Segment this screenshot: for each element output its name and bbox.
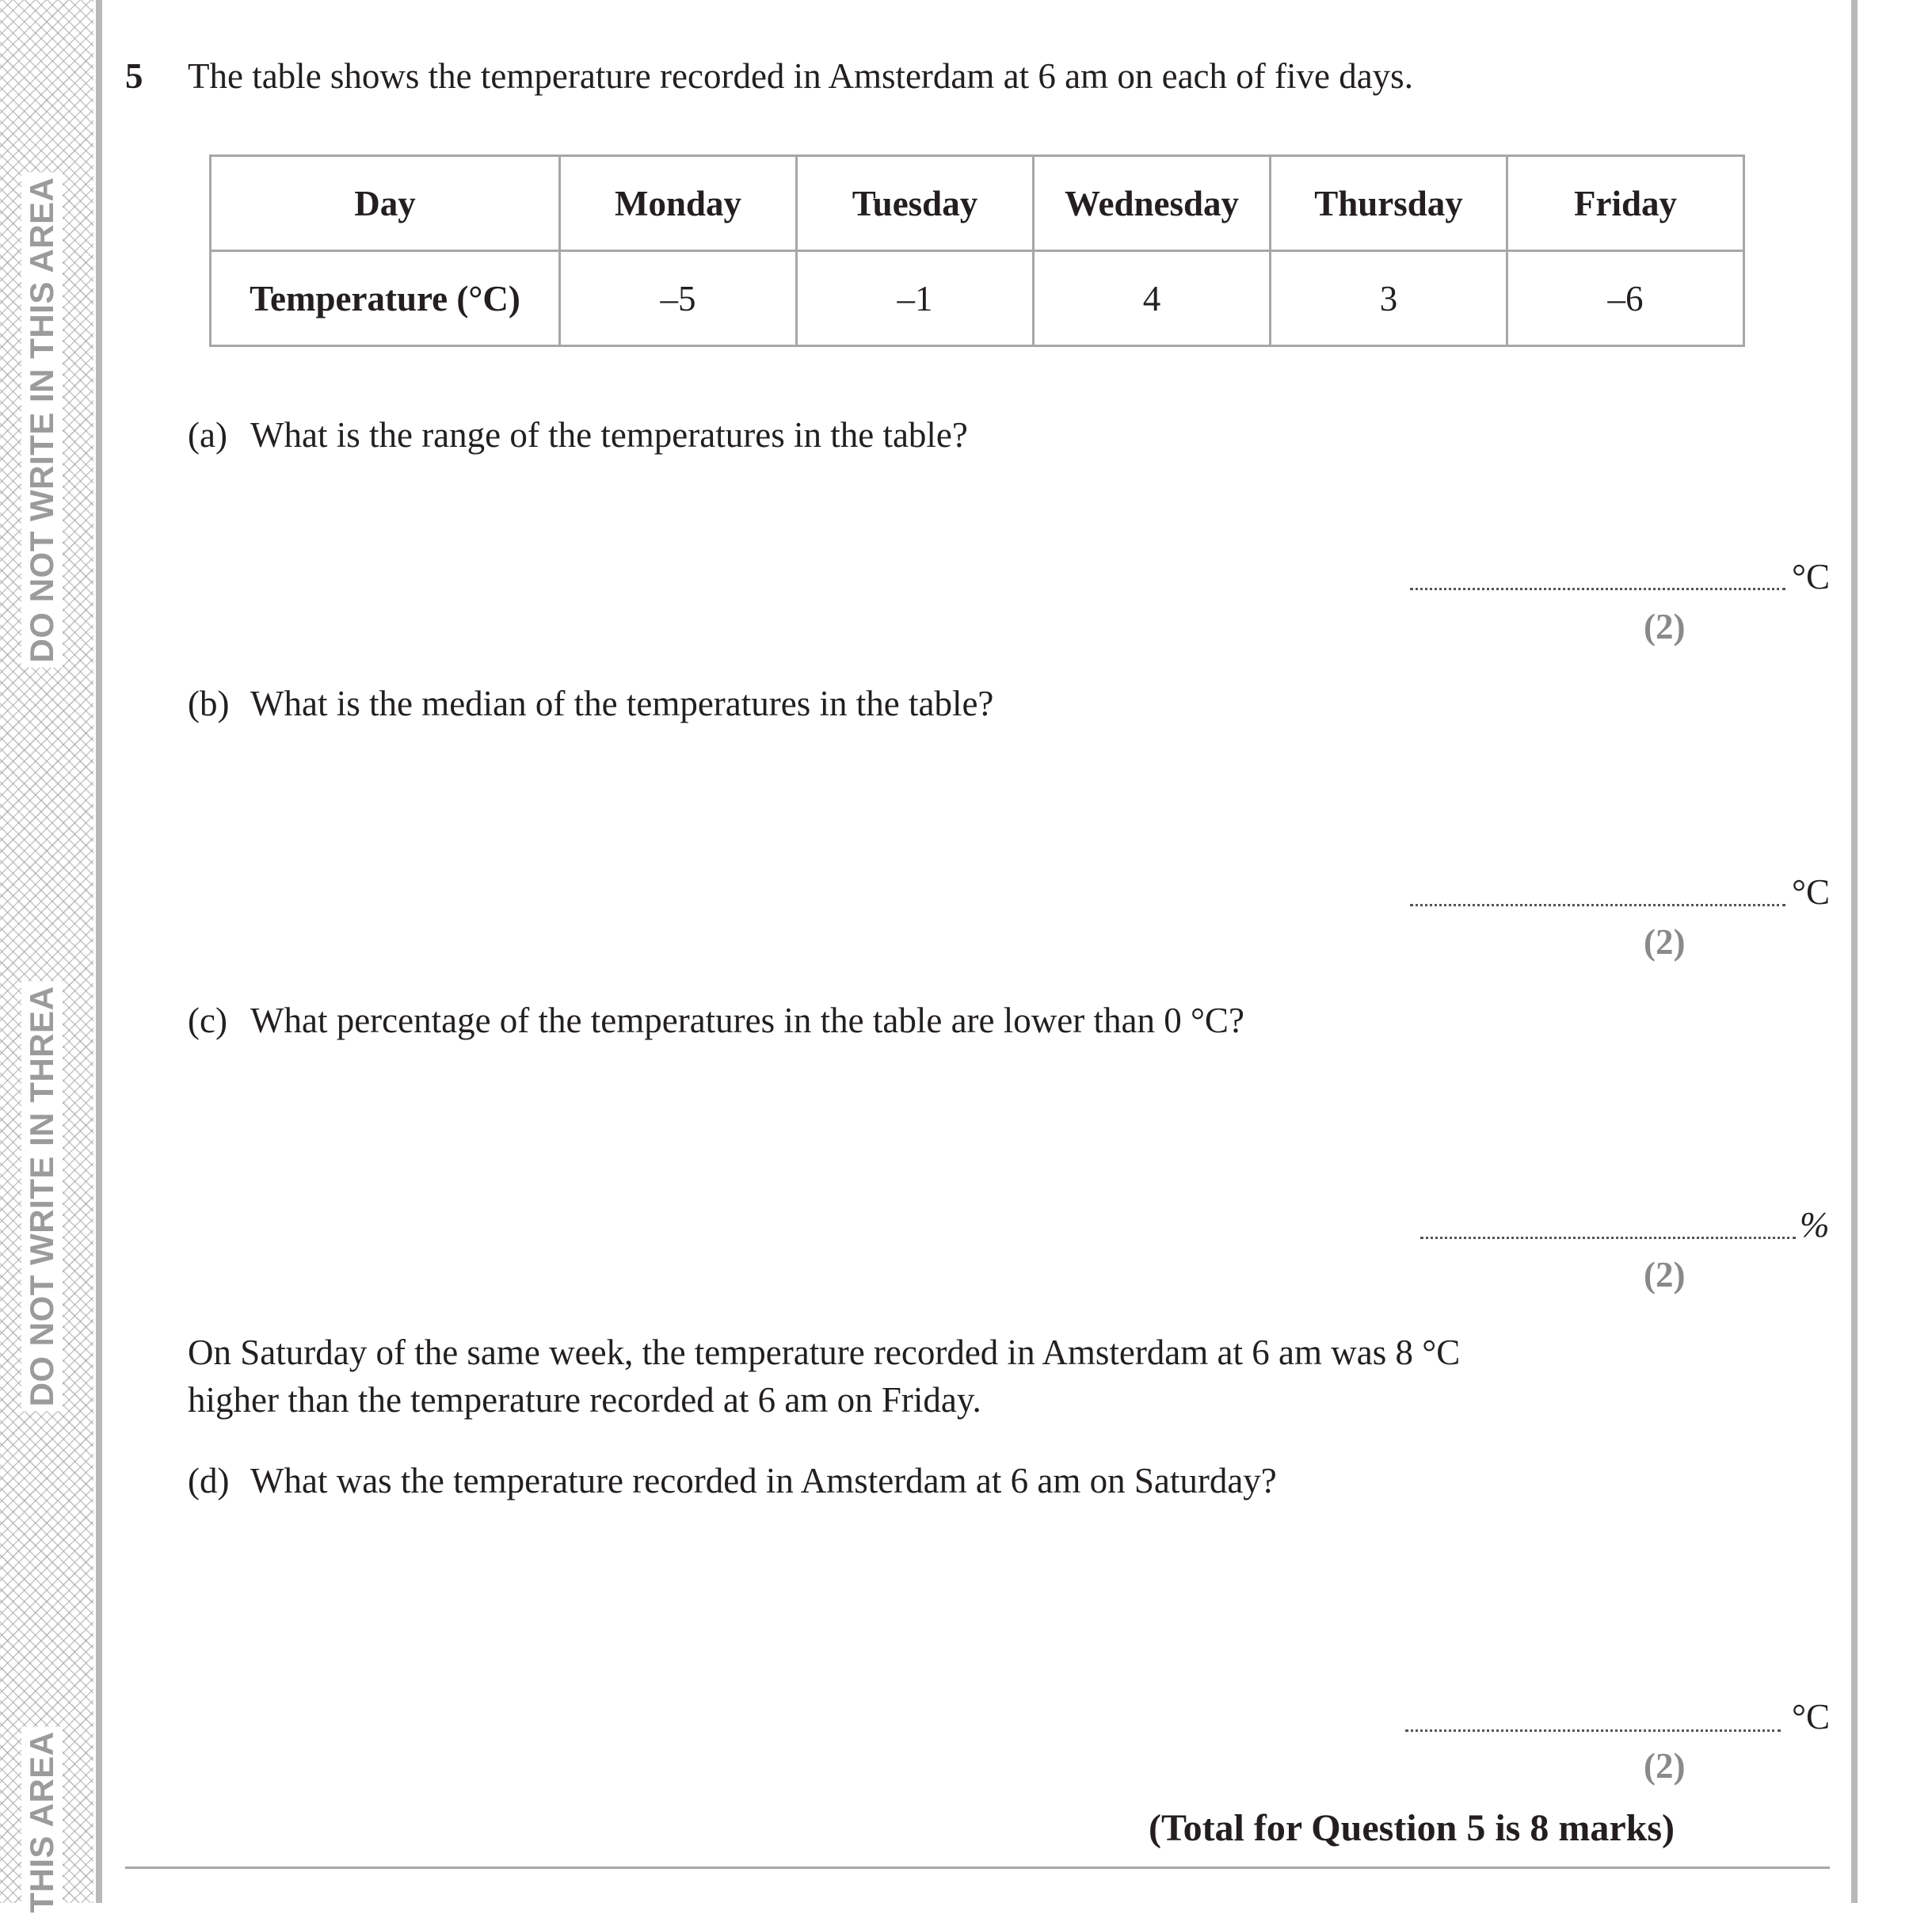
part-a-answer-line[interactable] [1410, 588, 1785, 590]
part-c-question: What percentage of the temperatures in the table are lower than 0 °C? [250, 1001, 1244, 1040]
part-a-marks: (2) [1644, 607, 1686, 646]
frame-right-border [1851, 0, 1858, 1903]
table-day-cell: Monday [560, 156, 797, 251]
table-day-cell: Thursday [1271, 156, 1507, 251]
part-c-label: (c) [188, 1001, 227, 1040]
part-d-stem-line-2: higher than the temperature recorded at 6 am on Friday. [188, 1380, 981, 1420]
temperature-table [209, 154, 1745, 347]
question-total: (Total for Question 5 is 8 marks) [1148, 1807, 1675, 1849]
margin-warning-3: THIS AREA [21, 1726, 63, 1917]
table-day-cell: Wednesday [1034, 156, 1271, 251]
frame-left-border [96, 0, 102, 1903]
margin-strip [0, 0, 93, 1913]
part-b-unit: °C [1792, 872, 1831, 912]
table-header-row [211, 156, 1744, 251]
table-day-cell: Tuesday [797, 156, 1034, 251]
part-b-question: What is the median of the temperatures in the table? [250, 684, 994, 723]
part-d-marks: (2) [1644, 1746, 1686, 1786]
part-d-label: (d) [188, 1461, 230, 1500]
part-b-label: (b) [188, 684, 230, 723]
part-a-question: What is the range of the temperatures in the table? [250, 415, 968, 455]
question-number: 5 [125, 56, 143, 96]
table-temp-cell: –6 [1507, 251, 1744, 346]
margin-warning-2: DO NOT WRITE IN THREA [21, 982, 63, 1412]
part-a-label: (a) [188, 415, 227, 455]
part-c-unit: % [1800, 1205, 1830, 1245]
table-header-label: Day [211, 156, 560, 251]
part-d-stem-line-1: On Saturday of the same week, the temperature recorded in Amsterdam at 6 am was 8 °C [188, 1333, 1461, 1372]
table-temp-cell: –1 [797, 251, 1034, 346]
table-row-label: Temperature (°C) [211, 251, 560, 346]
question-intro: The table shows the temperature recorded in Amsterdam at 6 am on each of five days. [188, 56, 1413, 96]
table-row [211, 251, 1744, 346]
table-day-cell: Friday [1507, 156, 1744, 251]
part-c-marks: (2) [1644, 1255, 1686, 1295]
question-end-rule [125, 1867, 1830, 1869]
margin-warning-1: DO NOT WRITE IN THIS AREA [21, 173, 63, 668]
part-d-answer-line[interactable] [1405, 1729, 1781, 1732]
part-c-answer-line[interactable] [1420, 1237, 1796, 1239]
part-a-unit: °C [1792, 557, 1831, 597]
table-temp-cell: 4 [1034, 251, 1271, 346]
table-temp-cell: 3 [1271, 251, 1507, 346]
part-b-answer-line[interactable] [1410, 904, 1785, 906]
part-b-marks: (2) [1644, 922, 1686, 962]
part-d-unit: °C [1792, 1697, 1831, 1737]
part-d-question: What was the temperature recorded in Amsterdam at 6 am on Saturday? [250, 1461, 1277, 1500]
table-temp-cell: –5 [560, 251, 797, 346]
